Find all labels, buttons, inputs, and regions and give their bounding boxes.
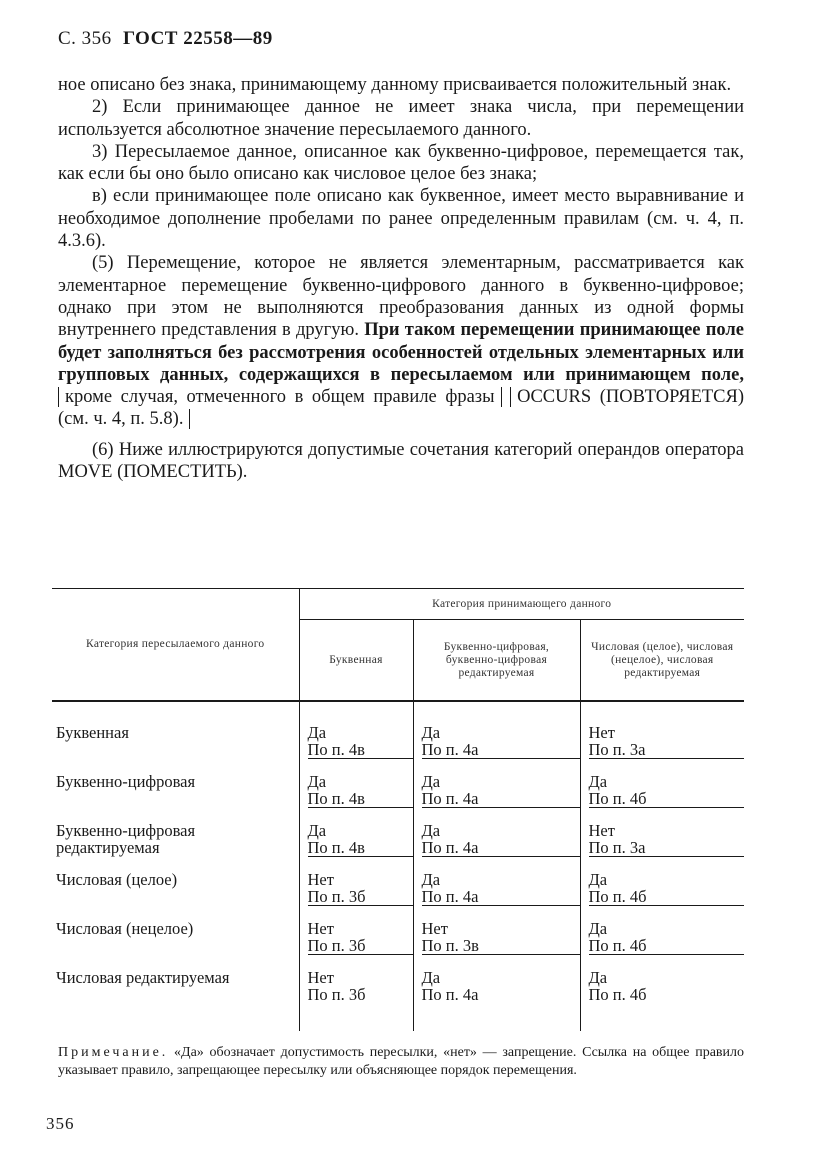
paragraph-5-normal: (5) Перемещение, которое не является элементарным, рассматривается как элементарное перемещение буквенно-цифрового данного в буквенно-цифровое; однако при этом не выполняются преобразования данных из одной формы внутреннего представления в другую. <box>58 253 744 341</box>
cell-c <box>580 906 744 955</box>
cell-answer: Да <box>421 723 441 742</box>
header-sender-category: Категория пересылаемого данного <box>52 589 299 702</box>
cell-reference: По п. 4б <box>589 937 745 955</box>
header-alnum: Буквенно-цифровая, буквенно-цифровая редактируемая <box>413 620 580 702</box>
row-category: Буквенно-цифровая <box>56 772 196 791</box>
header-code: ГОСТ 22558—89 <box>122 28 273 49</box>
cell-answer: Да <box>421 821 441 840</box>
cell-reference: По п. 3а <box>589 839 745 857</box>
row-category: Числовая редактируемая <box>56 968 230 987</box>
cell-c <box>580 759 744 808</box>
cell-reference: По п. 4а <box>422 741 580 759</box>
paragraph-2: 2) Если принимающее данное не имеет знака числа, при перемещении используется абсолютное значение пересылаемого данного. <box>58 97 744 140</box>
move-combinations-table <box>52 588 744 1031</box>
table-body <box>52 701 744 1031</box>
paragraph-1: ное описано без знака, принимающему данному присваивается положительный знак. <box>58 75 732 95</box>
cell-reference: По п. 4б <box>588 985 647 1004</box>
cell-answer: Нет <box>588 821 615 840</box>
cell-a <box>299 906 413 955</box>
cell-reference: По п. 4а <box>422 790 580 808</box>
cell-reference: По п. 4б <box>589 888 745 906</box>
row-category: Буквенно-цифровая редактируемая <box>56 821 196 857</box>
cell-answer: Да <box>588 870 608 889</box>
header-alpha: Буквенная <box>299 620 413 702</box>
cell-c <box>580 701 744 759</box>
row-category: Числовая (нецелое) <box>56 919 194 938</box>
row-category: Числовая (целое) <box>56 870 178 889</box>
note-text: «Да» обозначает допустимость пересылки, «нет» — запрещение. Ссылка на общее правило указывает правило, запрещающее пересылку или объясняющее порядок перемещения. <box>58 1045 745 1078</box>
cell-reference: По п. 4а <box>422 888 580 906</box>
cell-b <box>413 857 580 906</box>
cell-reference: По п. 3б <box>308 888 413 906</box>
cell-c <box>580 955 744 1031</box>
cell-reference: По п. 3б <box>308 937 413 955</box>
table-row <box>52 759 744 808</box>
cell-reference: По п. 4а <box>422 839 580 857</box>
cell-answer: Да <box>307 821 327 840</box>
cell-answer: Да <box>421 772 441 791</box>
note-label: Примечание. <box>58 1045 169 1060</box>
boxed-text-2: OCCURS (ПОВТОРЯЕТСЯ) (см. ч. 4, п. 5.8). <box>58 387 745 430</box>
cell-answer: Нет <box>307 919 334 938</box>
paragraph-4: в) если принимающее поле описано как буквенное, имеет место выравнивание и необходимое дополнение пробелами по ранее определенным правилам (см. ч. 4, п. 4.3.6). <box>58 186 744 252</box>
cell-c <box>580 857 744 906</box>
cell-answer: Нет <box>307 870 334 889</box>
cell-reference: По п. 3в <box>422 937 580 955</box>
cell-a <box>299 955 413 1031</box>
paragraph-5 <box>58 252 744 430</box>
paragraph-6: (6) Ниже иллюстрируются допустимые сочетания категорий операндов оператора MOVE (ПОМЕСТИТЬ). <box>58 439 744 483</box>
cell-c <box>580 808 744 857</box>
cell-reference: По п. 4в <box>308 741 413 759</box>
cell-answer: Да <box>588 772 608 791</box>
cell-a <box>299 857 413 906</box>
cell-a <box>299 759 413 808</box>
paragraph-5-bold: При таком перемещении принимающее поле будет заполняться без рассмотрения особенностей отдельных элементарных или групповых данных, содержащихся в пересылаемом или принимающем поле, <box>58 320 745 385</box>
page-header <box>58 28 273 50</box>
cell-reference: По п. 4в <box>308 839 413 857</box>
cell-a <box>299 808 413 857</box>
cell-answer: Нет <box>588 723 615 742</box>
cell-reference: По п. 3б <box>307 985 366 1004</box>
cell-reference: По п. 3а <box>589 741 745 759</box>
cell-answer: Да <box>307 723 327 742</box>
header-numeric: Числовая (целое), числовая (нецелое), числовая редактируемая <box>580 620 744 702</box>
table-row <box>52 906 744 955</box>
table-row <box>52 955 744 1031</box>
cell-answer: Нет <box>421 919 448 938</box>
cell-b <box>413 906 580 955</box>
cell-b <box>413 808 580 857</box>
cell-answer: Да <box>421 968 441 987</box>
cell-b <box>413 955 580 1031</box>
cell-answer: Да <box>421 870 441 889</box>
cell-reference: По п. 4б <box>589 790 745 808</box>
cell-answer: Да <box>588 968 608 987</box>
body-text <box>58 74 744 483</box>
boxed-text-1: кроме случая, отмеченного в общем правиле фразы <box>58 387 502 407</box>
header-page: С. 356 <box>58 28 112 49</box>
cell-a <box>299 701 413 759</box>
table-row <box>52 701 744 759</box>
cell-answer: Да <box>307 772 327 791</box>
table-row <box>52 808 744 857</box>
row-category: Буквенная <box>56 723 129 742</box>
cell-reference: По п. 4а <box>421 985 479 1004</box>
header-receiver-group: Категория принимающего данного <box>299 589 744 620</box>
note <box>58 1044 744 1080</box>
page-number: 356 <box>46 1114 75 1133</box>
table-row <box>52 857 744 906</box>
cell-answer: Да <box>588 919 608 938</box>
cell-reference: По п. 4в <box>308 790 413 808</box>
cell-b <box>413 759 580 808</box>
cell-answer: Нет <box>307 968 334 987</box>
cell-b <box>413 701 580 759</box>
paragraph-3: 3) Пересылаемое данное, описанное как буквенно-цифровое, перемещается так, как если бы оно было описано как числовое целое без знака; <box>58 141 744 185</box>
